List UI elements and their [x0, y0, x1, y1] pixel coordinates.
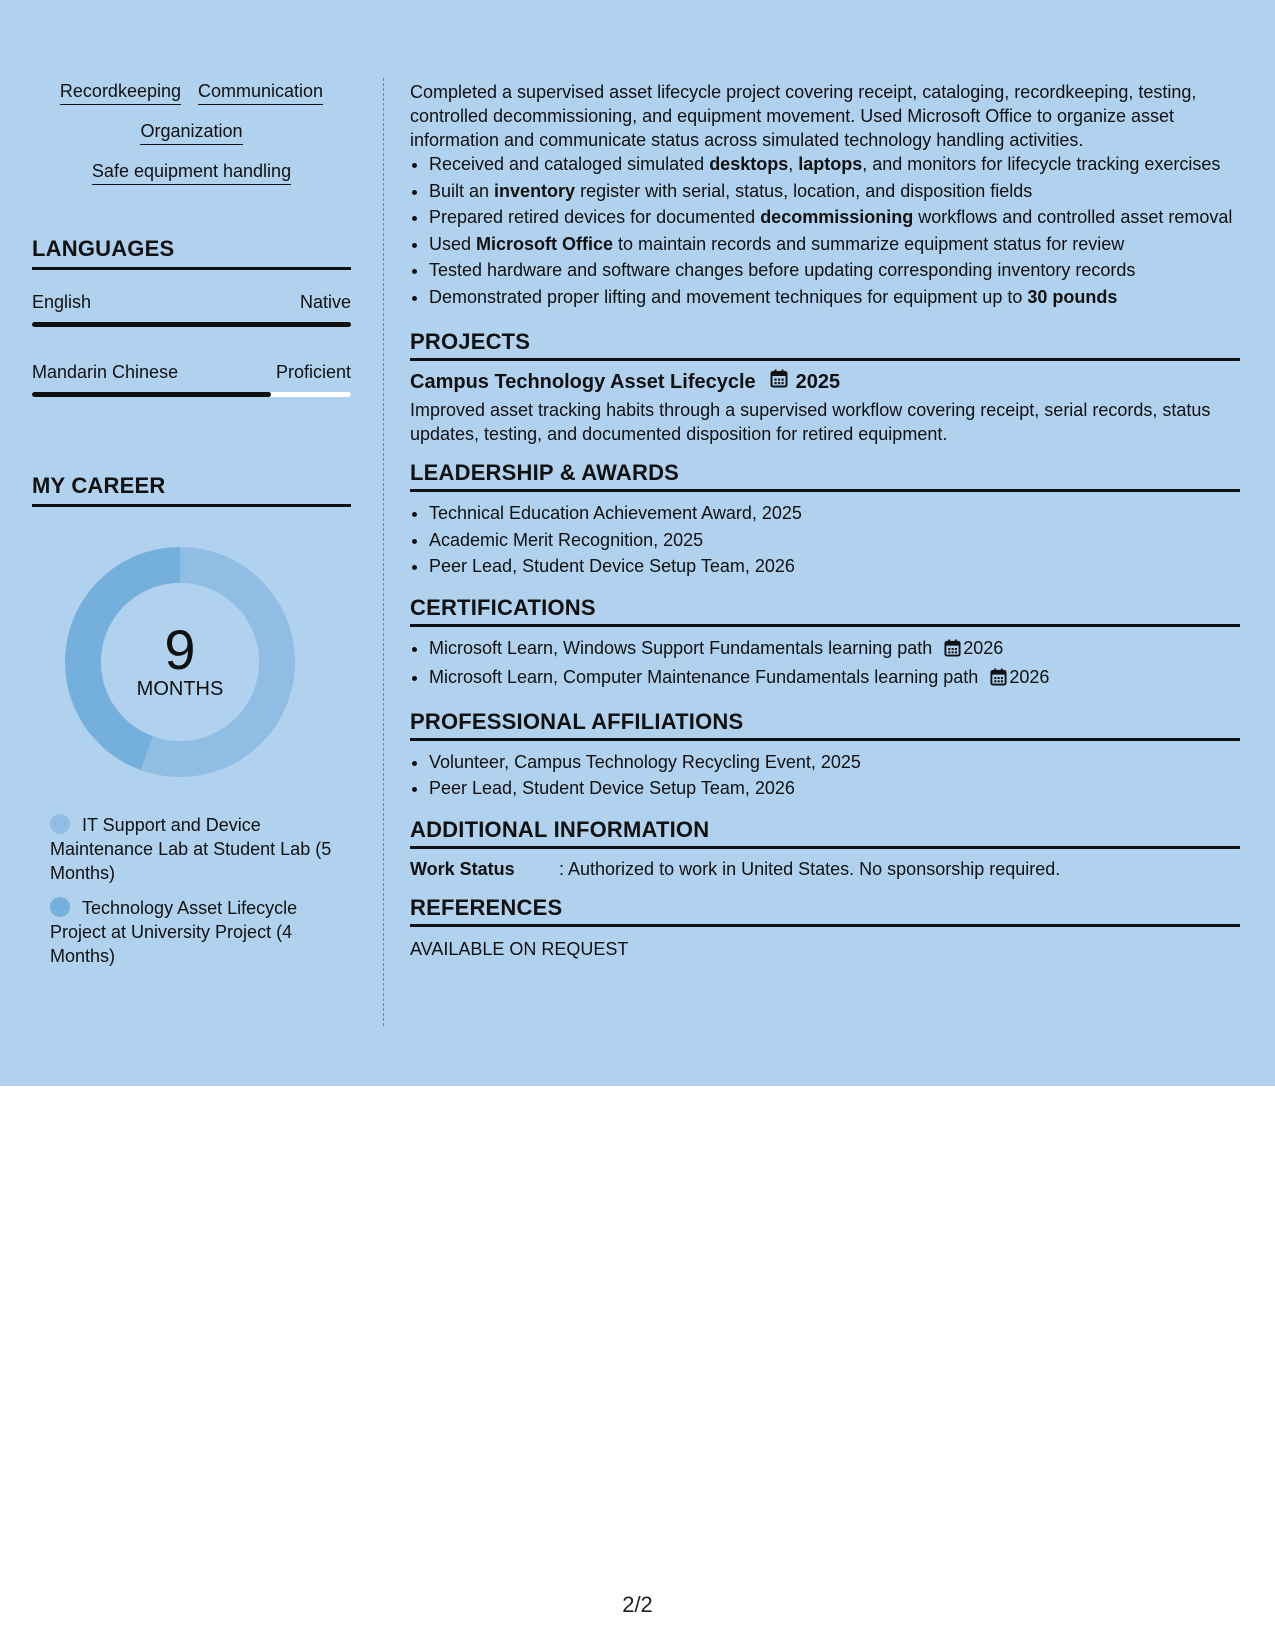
- experience-bullet: • Demonstrated proper lifting and movement techniques for equipment up to 30 pounds: [429, 285, 1240, 309]
- references-text: AVAILABLE ON REQUEST: [410, 938, 629, 959]
- language-proficiency-fill: [32, 392, 271, 397]
- career-legend-item: [50, 896, 340, 968]
- language-proficiency-bar: [32, 392, 351, 397]
- project-year: 2025: [795, 371, 841, 393]
- languages-heading: LANGUAGES: [32, 236, 351, 270]
- legend-dot: [50, 814, 70, 834]
- work-status-value: : Authorized to work in United States. No sponsorship required.: [559, 858, 1061, 879]
- affiliation-item: • Peer Lead, Student Device Setup Team, 2026: [429, 776, 1240, 800]
- skill-tag: Safe equipment handling: [92, 160, 291, 185]
- experience-summary: Completed a supervised asset lifecycle project covering receipt, cataloging, recordkeeping, testing, controlled decommissioning, and equipment movement. Used Microsoft Office to organize asset information and communicate status across simulated technology handling activities.: [410, 82, 1197, 150]
- certification-item: • Microsoft Learn, Windows Support Fundamentals learning path 2026: [429, 636, 1240, 663]
- experience-bullet: • Built an inventory register with serial, status, location, and disposition fields: [429, 179, 1240, 203]
- calendar-icon: [770, 369, 788, 395]
- experience-bullet: • Prepared retired devices for documented decommissioning workflows and controlled asset removal: [429, 205, 1240, 229]
- work-status-row: [410, 857, 1240, 881]
- language-item: [32, 361, 351, 397]
- affiliations-heading: PROFESSIONAL AFFILIATIONS: [410, 709, 1240, 741]
- skills-list: [32, 80, 351, 185]
- language-level: Proficient: [275, 362, 351, 382]
- legend-dot: [50, 897, 70, 917]
- right-column: [410, 80, 1240, 961]
- career-legend-item: [50, 813, 340, 885]
- career-donut-chart: [65, 547, 295, 777]
- project-title-row: [410, 369, 1240, 395]
- project-description: Improved asset tracking habits through a supervised workflow covering receipt, serial records, status updates, testing, and documented disposition for retired equipment.: [410, 400, 1211, 444]
- page-number: 2/2: [622, 1592, 653, 1617]
- affiliations-list: [410, 750, 1240, 801]
- projects-heading: PROJECTS: [410, 329, 1240, 361]
- project-title: Campus Technology Asset Lifecycle: [410, 371, 756, 393]
- skill-tag: Communication: [198, 80, 323, 105]
- skill-tag: Organization: [140, 120, 242, 145]
- certifications-heading: CERTIFICATIONS: [410, 595, 1240, 627]
- language-name: English: [32, 292, 92, 312]
- experience-bullet: • Received and cataloged simulated desktops, laptops, and monitors for lifecycle tracking exercises: [429, 152, 1240, 176]
- career-legend-label: IT Support and Device Maintenance Lab at Student Lab (5 Months): [50, 815, 332, 883]
- additional-info-heading: ADDITIONAL INFORMATION: [410, 817, 1240, 849]
- language-level: Native: [299, 292, 351, 312]
- language-item: [32, 291, 351, 327]
- experience-bullet: • Used Microsoft Office to maintain records and summarize equipment status for review: [429, 232, 1240, 256]
- language-proficiency-bar: [32, 322, 351, 327]
- language-proficiency-fill: [32, 322, 351, 327]
- experience-bullets: [410, 152, 1240, 309]
- calendar-icon: [990, 668, 1007, 692]
- awards-list: [410, 501, 1240, 578]
- certifications-list: [410, 636, 1240, 693]
- awards-heading: LEADERSHIP & AWARDS: [410, 460, 1240, 492]
- affiliation-item: • Volunteer, Campus Technology Recycling Event, 2025: [429, 750, 1240, 774]
- column-divider: [383, 78, 384, 1026]
- calendar-icon: [944, 639, 961, 663]
- career-legend-label: Technology Asset Lifecycle Project at University Project (4 Months): [50, 898, 298, 966]
- work-status-label: Work Status: [410, 858, 515, 879]
- certification-item: • Microsoft Learn, Computer Maintenance Fundamentals learning path 2026: [429, 665, 1240, 692]
- award-item: • Academic Merit Recognition, 2025: [429, 528, 1240, 552]
- career-total-months: 9: [164, 618, 196, 681]
- left-column: [32, 80, 351, 968]
- career-total-unit: MONTHS: [136, 678, 224, 700]
- language-name: Mandarin Chinese: [32, 362, 179, 382]
- experience-bullet: • Tested hardware and software changes before updating corresponding inventory records: [429, 258, 1240, 282]
- award-item: • Technical Education Achievement Award, 2025: [429, 501, 1240, 525]
- skill-tag: Recordkeeping: [60, 80, 181, 105]
- award-item: • Peer Lead, Student Device Setup Team, 2026: [429, 554, 1240, 578]
- career-heading: MY CAREER: [32, 473, 351, 507]
- references-heading: REFERENCES: [410, 895, 1240, 927]
